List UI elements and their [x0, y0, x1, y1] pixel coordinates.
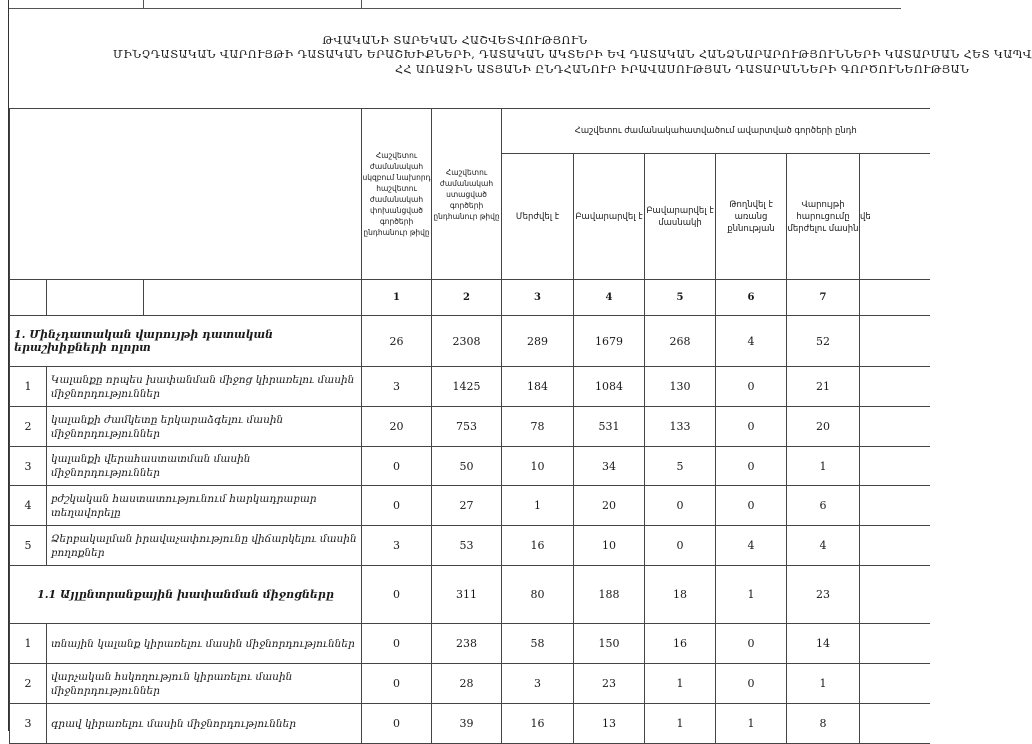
value-cell: 3: [362, 367, 432, 407]
row-number: 3: [10, 447, 47, 486]
truncated-cell: [860, 526, 930, 566]
value-cell: 0: [362, 486, 432, 526]
value-cell: 27: [432, 486, 502, 526]
blank-cell: [144, 280, 362, 316]
header-col6: Թողնվել է առանց քննության: [716, 154, 787, 280]
value-cell: 26: [362, 316, 432, 367]
section-row: [10, 566, 930, 624]
column-number: 2: [432, 280, 502, 316]
value-cell: 289: [502, 316, 574, 367]
header-row-1: [10, 109, 930, 154]
report-title-line1: ԹՎԱԿԱՆԻ ՏԱՐԵԿԱՆ ՀԱՇՎԵՏՎՈՒԹՅՈՒՆ: [322, 34, 588, 47]
header-col2: Հաշվետու ժամանակահ ստացված գործերի ընդհանուր թիվը: [432, 109, 502, 280]
value-cell: 39: [432, 704, 502, 744]
truncated-cell: [860, 624, 930, 664]
table-row: [10, 486, 930, 526]
row-number: 1: [10, 367, 47, 407]
value-cell: 0: [716, 486, 787, 526]
section-label: 1. Մինչդատական վարույթի դատական երաշխիքների ոլորտ: [10, 316, 362, 367]
value-cell: 10: [502, 447, 574, 486]
value-cell: 1425: [432, 367, 502, 407]
value-cell: 13: [574, 704, 645, 744]
value-cell: 238: [432, 624, 502, 664]
row-number: 5: [10, 526, 47, 566]
table-row: [10, 624, 930, 664]
header-blank-cell: [10, 109, 362, 280]
value-cell: 4: [716, 316, 787, 367]
value-cell: 2308: [432, 316, 502, 367]
value-cell: 268: [645, 316, 716, 367]
value-cell: 78: [502, 407, 574, 447]
value-cell: 1084: [574, 367, 645, 407]
value-cell: 4: [716, 526, 787, 566]
value-cell: 531: [574, 407, 645, 447]
value-cell: 52: [787, 316, 860, 367]
value-cell: 1679: [574, 316, 645, 367]
report-sheet: [8, 0, 1032, 731]
value-cell: 5: [645, 447, 716, 486]
row-label: տնային կալանք կիրառելու մասին միջնորդություններ: [47, 624, 362, 664]
value-cell: 20: [787, 407, 860, 447]
header-col7: Վարույթի հարուցումը մերժելու մասին: [787, 154, 860, 280]
value-cell: 0: [716, 407, 787, 447]
column-number-row: [10, 280, 930, 316]
table-row: [10, 367, 930, 407]
truncated-cell: [860, 316, 930, 367]
column-number: 5: [645, 280, 716, 316]
column-number: 4: [574, 280, 645, 316]
table-row: [10, 447, 930, 486]
report-title-line3: ՀՀ ԱՌԱՋԻՆ ԱՏՅԱՆԻ ԸՆԴՀԱՆՈՒՐ ԻՐԱՎԱՍՈՒԹՅԱՆ ԴԱՏԱՐԱՆՆԵՐԻ ԳՈՐԾՈՒՆԵՈՒԹՅԱՆ: [395, 63, 970, 76]
value-cell: 8: [787, 704, 860, 744]
value-cell: 80: [502, 566, 574, 624]
value-cell: 28: [432, 664, 502, 704]
value-cell: 53: [432, 526, 502, 566]
truncated-cell: [860, 704, 930, 744]
row-label: Կալանքը որպես խափանման միջոց կիրառելու մասին միջնորդություններ: [47, 367, 362, 407]
header-col4: Բավարարվել է: [574, 154, 645, 280]
row-label: կալանքի վերահաստատման մասին միջնորդություններ: [47, 447, 362, 486]
value-cell: 0: [645, 486, 716, 526]
value-cell: 311: [432, 566, 502, 624]
value-cell: 1: [716, 704, 787, 744]
header-col1: Հաշվետու ժամանակահ սկզբում նախորդ հաշվետու ժամանակահ փոխանցված գործերի ընդհանուր թիվը: [362, 109, 432, 280]
row-number: 3: [10, 704, 47, 744]
value-cell: 0: [362, 447, 432, 486]
value-cell: 18: [645, 566, 716, 624]
column-number: 6: [716, 280, 787, 316]
truncated-cell: [860, 664, 930, 704]
value-cell: 0: [362, 664, 432, 704]
value-cell: 58: [502, 624, 574, 664]
value-cell: 23: [574, 664, 645, 704]
blank-cell: [47, 280, 144, 316]
value-cell: 0: [716, 447, 787, 486]
value-cell: 0: [716, 367, 787, 407]
table-row: [10, 526, 930, 566]
value-cell: 188: [574, 566, 645, 624]
value-cell: 0: [716, 664, 787, 704]
table-row: [10, 407, 930, 447]
value-cell: 23: [787, 566, 860, 624]
header-col3: Մերժվել է: [502, 154, 574, 280]
header-col5: Բավարարվել է մասնակի: [645, 154, 716, 280]
table-row: [10, 664, 930, 704]
row-number: 2: [10, 664, 47, 704]
value-cell: 21: [787, 367, 860, 407]
value-cell: 0: [362, 566, 432, 624]
value-cell: 1: [787, 447, 860, 486]
row-label: Ձերբակալման իրավաչափությունը վիճարկելու մասին բողոքներ: [47, 526, 362, 566]
value-cell: 130: [645, 367, 716, 407]
section-label: 1.1 Այլընտրանքային խափանման միջոցները: [10, 566, 362, 624]
value-cell: 3: [502, 664, 574, 704]
value-cell: 0: [645, 526, 716, 566]
truncated-cell: [860, 566, 930, 624]
value-cell: 1: [502, 486, 574, 526]
value-cell: 133: [645, 407, 716, 447]
section-row: [10, 316, 930, 367]
truncated-cell: [860, 367, 930, 407]
value-cell: 1: [645, 664, 716, 704]
value-cell: 0: [362, 704, 432, 744]
value-cell: 0: [362, 624, 432, 664]
report-title-line2: ՄԻՆՉԴԱՏԱԿԱՆ ՎԱՐՈՒՅԹԻ ԴԱՏԱԿԱՆ ԵՐԱՇԽԻՔՆԵՐԻ, ԴԱՏԱԿԱՆ ԱԿՏԵՐԻ ԵՎ ԴԱՏԱԿԱՆ ՀԱՆՁՆԱՐԱՐՈՒԹՅՈՒՆՆԵՐԻ ԿԱՏԱՐՄԱՆ ՀԵՏ ԿԱՊՎ: [113, 48, 1032, 61]
row-number: 1: [10, 624, 47, 664]
value-cell: 4: [787, 526, 860, 566]
value-cell: 150: [574, 624, 645, 664]
value-cell: 16: [502, 526, 574, 566]
header-group: Հաշվետու ժամանակահատվածում ավարտված գործերի ընդհ: [502, 109, 930, 154]
top-strip-cell: [143, 0, 362, 8]
value-cell: 0: [716, 624, 787, 664]
value-cell: 20: [574, 486, 645, 526]
value-cell: 184: [502, 367, 574, 407]
truncated-cell: [860, 447, 930, 486]
statistics-table: [9, 108, 930, 744]
value-cell: 1: [787, 664, 860, 704]
column-number: 3: [502, 280, 574, 316]
value-cell: 14: [787, 624, 860, 664]
value-cell: 3: [362, 526, 432, 566]
blank-cell: [860, 280, 930, 316]
column-number: 1: [362, 280, 432, 316]
table-row: [10, 704, 930, 744]
row-label: բժշկական հաստատությունում հարկադրաբար տեղավորելը: [47, 486, 362, 526]
value-cell: 20: [362, 407, 432, 447]
value-cell: 1: [645, 704, 716, 744]
value-cell: 10: [574, 526, 645, 566]
value-cell: 753: [432, 407, 502, 447]
value-cell: 6: [787, 486, 860, 526]
value-cell: 50: [432, 447, 502, 486]
row-number: 2: [10, 407, 47, 447]
value-cell: 34: [574, 447, 645, 486]
row-label: վարչական հսկողություն կիրառելու մասին միջնորդություններ: [47, 664, 362, 704]
truncated-cell: [860, 407, 930, 447]
row-label: կալանքի ժամկետը երկարաձգելու մասին միջնորդություններ: [47, 407, 362, 447]
blank-cell: [10, 280, 47, 316]
truncated-cell: [860, 486, 930, 526]
value-cell: 16: [502, 704, 574, 744]
value-cell: 1: [716, 566, 787, 624]
report-title-block: [9, 8, 1032, 109]
header-col8: վե: [860, 154, 930, 280]
top-strip-cell: [9, 0, 144, 8]
value-cell: 16: [645, 624, 716, 664]
column-number: 7: [787, 280, 860, 316]
row-number: 4: [10, 486, 47, 526]
row-label: գրավ կիրառելու մասին միջնորդություններ: [47, 704, 362, 744]
